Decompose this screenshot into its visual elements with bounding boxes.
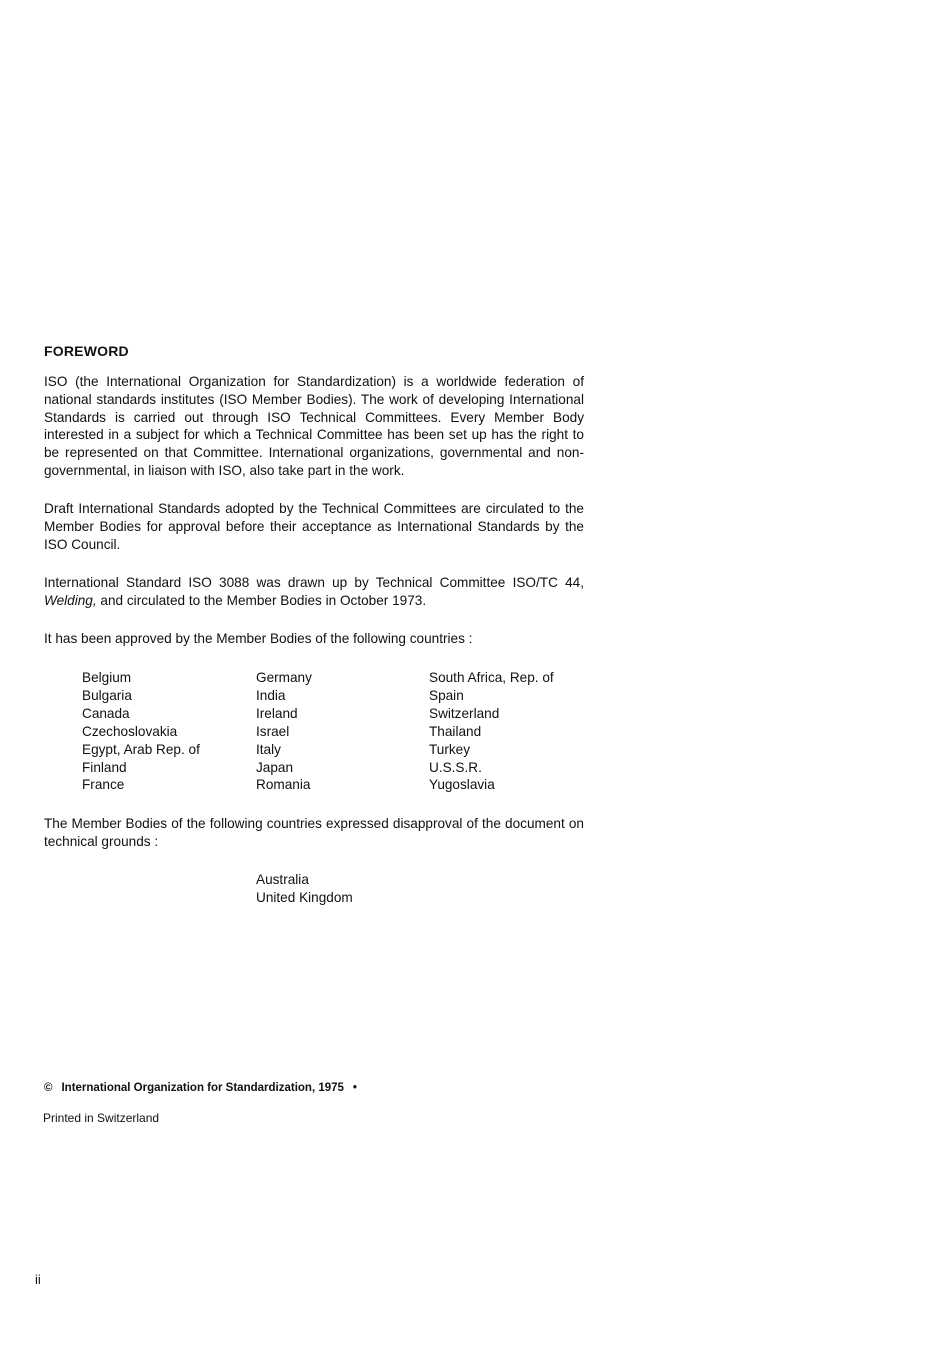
printed-in-note: Printed in Switzerland	[43, 1111, 160, 1125]
page-number: ii	[35, 1272, 41, 1287]
country-name: U.S.S.R.	[429, 759, 482, 775]
country-name: Romania	[256, 777, 311, 793]
country-name: Spain	[429, 687, 464, 703]
country-name: Bulgaria	[82, 687, 132, 703]
country-name: Canada	[82, 705, 130, 721]
foreword-paragraph-1: ISO (the International Organization for Standardization) is a worldwide federation of national standards institutes (ISO Member Bodies). The work of developing International Standards is carried out through ISO Technical Committees. Every Member Body interested in a subject for which a Technical Committee has been set up has the right to be represented on that Committee. International organizations, governmental and non-governmental, in liaison with ISO, also take part in the work.	[44, 374, 584, 478]
disapproved-countries	[256, 871, 353, 907]
country-name: Switzerland	[429, 705, 500, 721]
foreword-paragraph-5: The Member Bodies of the following countries expressed disapproval of the document on technical grounds :	[44, 816, 584, 849]
foreword-paragraph-2: Draft International Standards adopted by the Technical Committees are circulated to the Member Bodies for approval before their acceptance as International Standards by the ISO Council.	[44, 501, 584, 552]
country-name: France	[82, 777, 125, 793]
bullet-icon: •	[352, 1082, 357, 1094]
country-name: Belgium	[82, 670, 132, 685]
foreword-heading: FOREWORD	[44, 343, 129, 359]
approved-countries-column-2	[256, 669, 312, 794]
committee-title: Welding,	[44, 592, 97, 608]
country-name: Australia	[256, 872, 309, 887]
country-name: Ireland	[256, 705, 298, 721]
country-name: United Kingdom	[256, 890, 353, 905]
country-name: Yugoslavia	[429, 777, 495, 793]
country-name: Egypt, Arab Rep. of	[82, 741, 200, 757]
copyright-notice	[44, 1082, 357, 1094]
approved-countries-column-3	[429, 669, 554, 794]
approved-countries-column-1	[82, 669, 200, 794]
country-name: Germany	[256, 670, 312, 685]
country-name: Finland	[82, 759, 127, 775]
country-name: South Africa, Rep. of	[429, 670, 554, 685]
country-name: Czechoslovakia	[82, 723, 178, 739]
country-name: Thailand	[429, 723, 482, 739]
copyright-text: International Organization for Standardization, 1975	[61, 1082, 344, 1094]
foreword-paragraph-4: It has been approved by the Member Bodies of the following countries :	[44, 631, 473, 646]
country-name: Japan	[256, 759, 294, 775]
paragraph-3-text-before: International Standard ISO 3088 was drawn up by Technical Committee ISO/TC 44,	[44, 575, 584, 590]
country-name: Israel	[256, 723, 290, 739]
country-name: Italy	[256, 741, 281, 757]
copyright-icon: ©	[44, 1082, 53, 1094]
country-name: India	[256, 687, 286, 703]
paragraph-3-text-after: and circulated to the Member Bodies in October 1973.	[96, 592, 427, 608]
country-name: Turkey	[429, 741, 471, 757]
foreword-paragraph-3	[44, 574, 584, 610]
